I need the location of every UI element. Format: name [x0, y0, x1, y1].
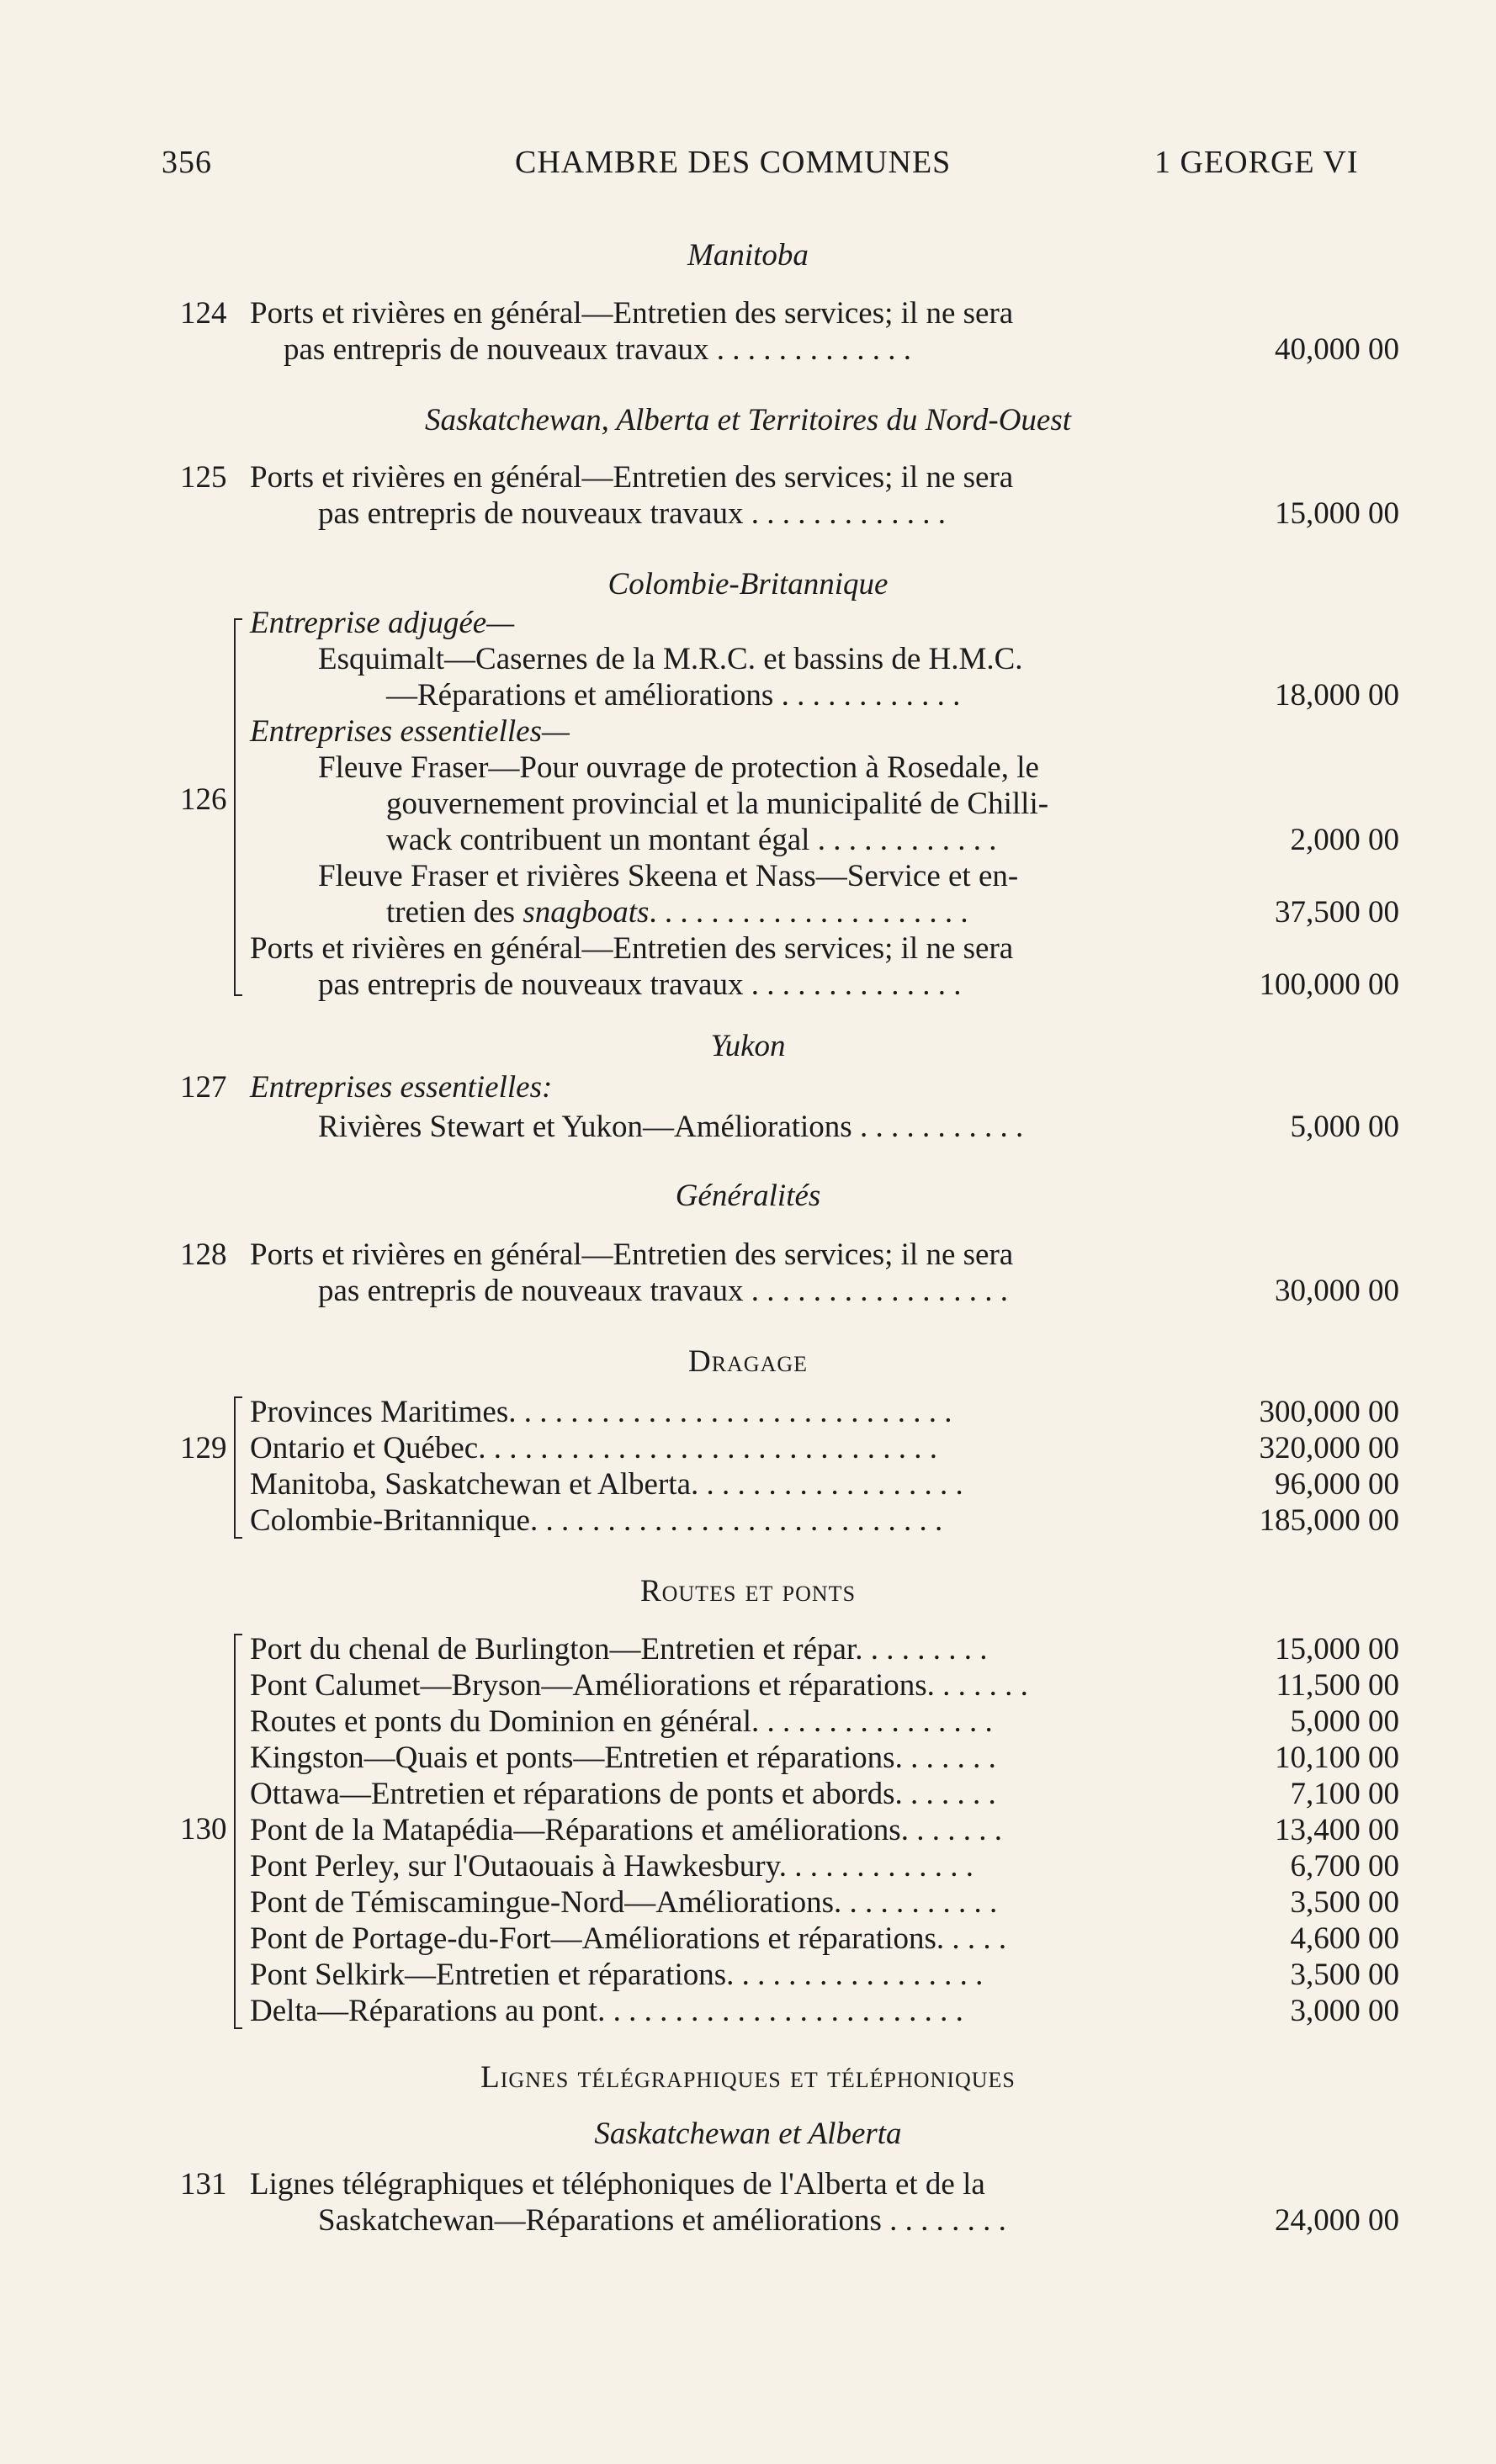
item-number: 127 — [180, 1070, 227, 1105]
list-item: Pont de Portage-du-Fort—Améliorations et réparations. . . . . — [250, 1921, 1007, 1956]
list-item: Kingston—Quais et ponts—Entretien et réparations. . . . . . . — [250, 1741, 996, 1775]
item-number: 125 — [180, 460, 227, 495]
section-heading-yukon: Yukon — [710, 1029, 786, 1063]
ports-line-1: Ports et rivières en général—Entretien des services; il ne sera — [250, 931, 1014, 966]
esquimalt-line-1: Esquimalt—Casernes de la M.R.C. et bassins de H.M.C. — [318, 642, 1023, 676]
item-number: 126 — [180, 782, 227, 817]
page-number: 356 — [162, 145, 212, 180]
item-number: 130 — [180, 1812, 227, 1847]
running-title: CHAMBRE DES COMMUNES — [515, 145, 952, 180]
section-heading-lignes-telegraphiques: Lignes télégraphiques et téléphoniques — [480, 2060, 1016, 2095]
list-item: Delta—Réparations au pont. . . . . . . . . . . . . . . . . . . . . . . . — [250, 1994, 963, 2028]
item-125-amount: 15,000 00 — [1275, 496, 1399, 531]
list-item-amount: 6,700 00 — [1290, 1849, 1399, 1884]
item-131-line-2: Saskatchewan—Réparations et améliorations . . . . . . . . — [318, 2203, 1006, 2238]
section-heading-generalites: Généralités — [675, 1179, 821, 1213]
esquimalt-line-2: —Réparations et améliorations . . . . . . . . . . . . — [386, 678, 961, 713]
list-item: Pont de la Matapédia—Réparations et améliorations. . . . . . . — [250, 1813, 1002, 1847]
item-131-line-1: Lignes télégraphiques et téléphoniques de l'Alberta et de la — [250, 2167, 985, 2202]
ports-line-2: pas entrepris de nouveaux travaux . . . . . . . . . . . . . . — [318, 967, 962, 1002]
item-127-line-1: Entreprises essentielles: — [250, 1070, 553, 1105]
list-item: Pont Calumet—Bryson—Améliorations et réparations. . . . . . . — [250, 1668, 1028, 1703]
ports-amount: 100,000 00 — [1259, 967, 1399, 1002]
item-number: 129 — [180, 1431, 227, 1465]
item-128-amount: 30,000 00 — [1275, 1274, 1399, 1308]
item-125-line-1: Ports et rivières en général—Entretien des services; il ne sera — [250, 460, 1014, 495]
list-item: Manitoba, Saskatchewan et Alberta. . . . . . . . . . . . . . . . . . — [250, 1467, 963, 1502]
list-item-amount: 3,500 00 — [1290, 1958, 1399, 1992]
list-item-amount: 96,000 00 — [1275, 1467, 1399, 1502]
item-127-amount: 5,000 00 — [1290, 1110, 1399, 1144]
list-item-amount: 11,500 00 — [1276, 1668, 1399, 1703]
fraser-amount: 2,000 00 — [1290, 823, 1399, 857]
list-item: Routes et ponts du Dominion en général. . . . . . . . . . . . . . . . — [250, 1704, 993, 1739]
list-item-amount: 320,000 00 — [1259, 1431, 1399, 1465]
brace — [234, 1634, 242, 2029]
list-item: Colombie-Britannique. . . . . . . . . . . . . . . . . . . . . . . . . . . — [250, 1503, 943, 1538]
section-heading-colombie-britannique: Colombie-Britannique — [607, 567, 889, 601]
esquimalt-amount: 18,000 00 — [1275, 678, 1399, 713]
list-item-amount: 4,600 00 — [1290, 1921, 1399, 1956]
skeena-line-2: tretien des snagboats. . . . . . . . . . . . . . . . . . . . . — [386, 895, 968, 930]
section-heading-manitoba: Manitoba — [687, 238, 809, 273]
fraser-line-2: gouvernement provincial et la municipalité de Chilli- — [386, 787, 1049, 821]
section-heading-routes-et-ponts: Routes et ponts — [639, 1574, 857, 1608]
list-item-amount: 15,000 00 — [1275, 1632, 1399, 1667]
item-number: 128 — [180, 1237, 227, 1272]
item-number: 131 — [180, 2167, 227, 2202]
item-number: 124 — [180, 296, 227, 331]
list-item: Pont Selkirk—Entretien et réparations. . . . . . . . . . . . . . . . . — [250, 1958, 984, 1992]
skeena-line-1: Fleuve Fraser et rivières Skeena et Nass—Service et en- — [318, 859, 1019, 893]
list-item-amount: 10,100 00 — [1275, 1741, 1399, 1775]
list-item-amount: 3,500 00 — [1290, 1885, 1399, 1920]
item-124-line-2: pas entrepris de nouveaux travaux . . . . . . . . . . . . . — [284, 332, 911, 367]
fraser-line-3: wack contribuent un montant égal . . . . . . . . . . . . — [386, 823, 997, 857]
item-125-line-2: pas entrepris de nouveaux travaux . . . . . . . . . . . . . — [318, 496, 946, 531]
subheading-entreprise-adjugee: Entreprise adjugée— — [250, 606, 515, 640]
subheading-entreprises-essentielles: Entreprises essentielles— — [250, 714, 570, 749]
list-item-amount: 7,100 00 — [1290, 1777, 1399, 1811]
skeena-amount: 37,500 00 — [1275, 895, 1399, 930]
item-131-amount: 24,000 00 — [1275, 2203, 1399, 2238]
item-124-line-1: Ports et rivières en général—Entretien des services; il ne sera — [250, 296, 1014, 331]
list-item: Ottawa—Entretien et réparations de ponts et abords. . . . . . . — [250, 1777, 996, 1811]
item-128-line-2: pas entrepris de nouveaux travaux . . . . . . . . . . . . . . . . . — [318, 1274, 1008, 1308]
item-127-line-2: Rivières Stewart et Yukon—Améliorations . . . . . . . . . . . — [318, 1110, 1024, 1144]
section-heading-dragage: Dragage — [687, 1344, 809, 1379]
list-item-amount: 5,000 00 — [1290, 1704, 1399, 1739]
brace — [234, 618, 242, 996]
list-item: Port du chenal de Burlington—Entretien et répar. . . . . . . . . — [250, 1632, 988, 1667]
list-item-amount: 185,000 00 — [1259, 1503, 1399, 1538]
fraser-line-1: Fleuve Fraser—Pour ouvrage de protection à Rosedale, le — [318, 750, 1039, 785]
list-item-amount: 300,000 00 — [1259, 1395, 1399, 1429]
list-item-amount: 3,000 00 — [1290, 1994, 1399, 2028]
list-item: Ontario et Québec. . . . . . . . . . . . . . . . . . . . . . . . . . . . . . — [250, 1431, 937, 1465]
item-124-amount: 40,000 00 — [1275, 332, 1399, 367]
list-item: Pont de Témiscamingue-Nord—Améliorations. . . . . . . . . . . — [250, 1885, 998, 1920]
list-item: Provinces Maritimes. . . . . . . . . . . . . . . . . . . . . . . . . . . . . — [250, 1395, 952, 1429]
item-128-line-1: Ports et rivières en général—Entretien des services; il ne sera — [250, 1237, 1014, 1272]
brace — [234, 1396, 242, 1539]
reign-label: 1 GEORGE VI — [1154, 145, 1359, 180]
section-subheading-saskatchewan-alberta: Saskatchewan et Alberta — [594, 2117, 902, 2151]
list-item: Pont Perley, sur l'Outaouais à Hawkesbury. . . . . . . . . . . . . — [250, 1849, 973, 1884]
section-heading-saskatchewan-alberta: Saskatchewan, Alberta et Territoires du Nord-Ouest — [424, 403, 1072, 437]
list-item-amount: 13,400 00 — [1275, 1813, 1399, 1847]
